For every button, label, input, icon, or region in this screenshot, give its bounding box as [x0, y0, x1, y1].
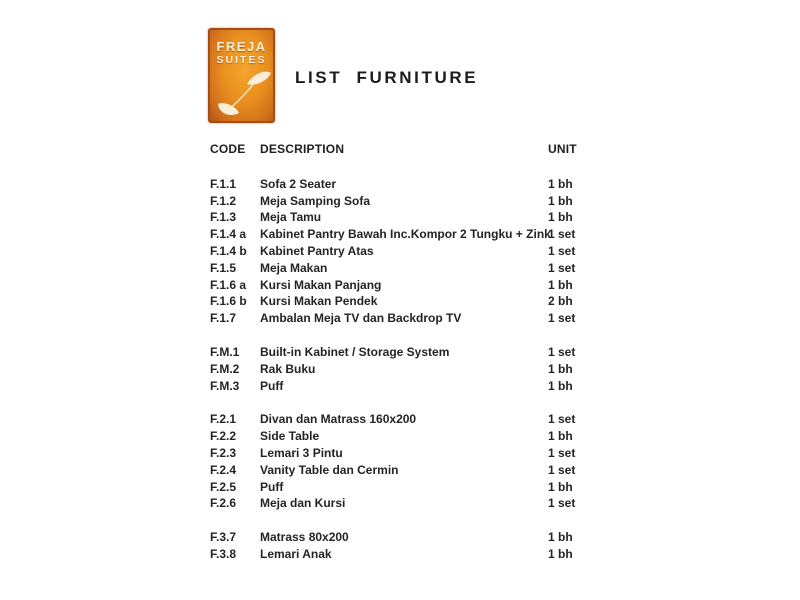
unit-cell: 1 bh — [548, 193, 573, 208]
table-row — [210, 529, 630, 546]
freja-suites-logo — [208, 28, 275, 123]
unit-cell: 1 set — [548, 462, 576, 477]
description-cell: Divan dan Matrass 160x200 — [260, 412, 417, 427]
table-row — [210, 243, 630, 260]
unit-cell: 1 set — [548, 496, 576, 511]
table-row — [210, 209, 630, 226]
code-cell: F.1.4 b — [210, 243, 247, 258]
unit-cell: 1 bh — [548, 378, 573, 393]
unit-cell: 1 bh — [548, 479, 573, 494]
table-row — [210, 462, 630, 479]
table-row — [210, 361, 630, 378]
unit-cell: 1 bh — [548, 546, 573, 561]
description-cell: Vanity Table dan Cermin — [260, 462, 399, 477]
table-body — [210, 176, 630, 563]
unit-cell: 1 bh — [548, 361, 573, 376]
unit-cell: 1 set — [548, 243, 576, 258]
furniture-table — [210, 141, 630, 580]
description-cell: Meja Samping Sofa — [260, 193, 371, 208]
description-cell: Sofa 2 Seater — [260, 176, 337, 191]
table-group — [210, 411, 630, 512]
table-row — [210, 411, 630, 428]
description-cell: Puff — [260, 479, 284, 494]
description-cell: Rak Buku — [260, 361, 316, 376]
description-cell: Puff — [260, 378, 284, 393]
code-cell: F.1.7 — [210, 311, 237, 326]
table-row — [210, 293, 630, 310]
table-group — [210, 344, 630, 394]
code-cell: F.2.5 — [210, 479, 237, 494]
unit-cell: 1 bh — [548, 429, 573, 444]
unit-cell: 1 set — [548, 311, 576, 326]
table-row — [210, 344, 630, 361]
unit-cell: 1 set — [548, 260, 576, 275]
unit-cell: 1 set — [548, 227, 576, 242]
table-row — [210, 495, 630, 512]
table-group — [210, 529, 630, 563]
table-row — [210, 277, 630, 294]
description-cell: Matrass 80x200 — [260, 530, 349, 545]
description-cell: Meja Makan — [260, 260, 328, 275]
unit-cell: 1 set — [548, 344, 576, 359]
description-cell: Lemari 3 Pintu — [260, 445, 343, 460]
leaf-swoosh-icon — [210, 63, 273, 119]
table-group — [210, 176, 630, 327]
code-cell: F.1.2 — [210, 193, 237, 208]
table-row — [210, 445, 630, 462]
code-cell: F.1.1 — [210, 176, 237, 191]
description-cell: Kursi Makan Panjang — [260, 277, 382, 292]
code-cell: F.M.1 — [210, 344, 240, 359]
unit-cell: 1 set — [548, 412, 576, 427]
logo-text-suites: SUITES — [216, 54, 267, 66]
description-cell: Kabinet Pantry Bawah Inc.Kompor 2 Tungku + Zink — [260, 227, 551, 242]
description-cell: Meja dan Kursi — [260, 496, 346, 511]
unit-cell: 2 bh — [548, 294, 573, 309]
table-row — [210, 428, 630, 445]
code-cell: F.M.2 — [210, 361, 240, 376]
code-cell: F.1.6 a — [210, 277, 247, 292]
code-cell: F.2.4 — [210, 462, 237, 477]
unit-cell: 1 bh — [548, 277, 573, 292]
table-row — [210, 546, 630, 563]
code-cell: F.1.3 — [210, 210, 237, 225]
header-code: CODE — [210, 142, 246, 156]
code-cell: F.2.2 — [210, 429, 237, 444]
logo-text-freja: FREJA — [216, 39, 267, 54]
header-description: DESCRIPTION — [260, 142, 345, 156]
description-cell: Side Table — [260, 429, 320, 444]
table-row — [210, 479, 630, 496]
header-unit: UNIT — [548, 142, 577, 156]
unit-cell: 1 set — [548, 445, 576, 460]
code-cell: F.2.6 — [210, 496, 237, 511]
description-cell: Built-in Kabinet / Storage System — [260, 344, 450, 359]
table-row — [210, 176, 630, 193]
table-row — [210, 260, 630, 277]
table-row — [210, 378, 630, 395]
code-cell: F.3.8 — [210, 546, 237, 561]
code-cell: F.2.3 — [210, 445, 237, 460]
table-row — [210, 226, 630, 243]
code-cell: F.1.4 a — [210, 227, 247, 242]
unit-cell: 1 bh — [548, 530, 573, 545]
code-cell: F.M.3 — [210, 378, 240, 393]
table-header-row — [210, 141, 630, 158]
code-cell: F.1.6 b — [210, 294, 247, 309]
page-title: LIST FURNITURE — [295, 68, 479, 87]
code-cell: F.2.1 — [210, 412, 237, 427]
code-cell: F.1.5 — [210, 260, 237, 275]
table-row — [210, 193, 630, 210]
description-cell: Kabinet Pantry Atas — [260, 243, 374, 258]
description-cell: Ambalan Meja TV dan Backdrop TV — [260, 311, 462, 326]
description-cell: Meja Tamu — [260, 210, 322, 225]
code-cell: F.3.7 — [210, 530, 237, 545]
description-cell: Kursi Makan Pendek — [260, 294, 378, 309]
unit-cell: 1 bh — [548, 176, 573, 191]
description-cell: Lemari Anak — [260, 546, 332, 561]
unit-cell: 1 bh — [548, 210, 573, 225]
table-row — [210, 310, 630, 327]
